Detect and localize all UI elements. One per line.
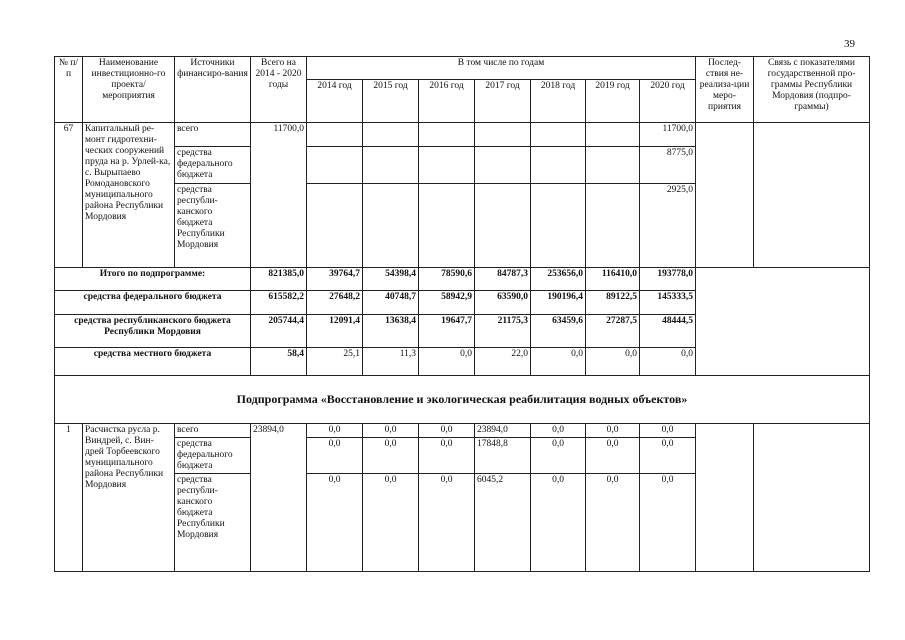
year-value: 0,0 (531, 424, 586, 438)
totals-blank (696, 268, 870, 291)
year-value (586, 123, 640, 147)
header-year: 2020 год (640, 80, 696, 123)
year-value: 6045,2 (475, 474, 531, 572)
year-value (363, 147, 419, 184)
year-value (307, 123, 363, 147)
year-value: 0,0 (640, 438, 696, 474)
source-label: средства федерального бюджета (175, 438, 251, 474)
totals-year: 116410,0 (586, 268, 640, 291)
totals-blank (696, 315, 870, 348)
year-value: 0,0 (586, 438, 640, 474)
total-value: 23894,0 (251, 424, 307, 572)
year-value (307, 147, 363, 184)
year-value: 0,0 (640, 474, 696, 572)
source-label: всего (175, 123, 251, 147)
year-value (419, 184, 475, 268)
year-value (475, 147, 531, 184)
totals-total: 58,4 (251, 348, 307, 376)
year-value: 0,0 (307, 438, 363, 474)
year-value (586, 147, 640, 184)
totals-year: 40748,7 (363, 291, 419, 315)
year-value: 0,0 (586, 424, 640, 438)
consequences-cell (696, 123, 754, 268)
header-total: Всего на 2014 - 2020 годы (251, 57, 307, 123)
year-value: 8775,0 (640, 147, 696, 184)
totals-year: 12091,4 (307, 315, 363, 348)
year-value: 0,0 (640, 424, 696, 438)
year-value: 0,0 (531, 474, 586, 572)
totals-label: средства республиканского бюджета Республики Мордовия (55, 315, 251, 348)
link-cell (754, 424, 870, 572)
year-value (419, 123, 475, 147)
totals-label: средства местного бюджета (55, 348, 251, 376)
total-value: 11700,0 (251, 123, 307, 268)
header-year: 2017 год (475, 80, 531, 123)
totals-year: 54398,4 (363, 268, 419, 291)
totals-label: Итого по подпрограмме: (55, 268, 251, 291)
header-year: 2014 год (307, 80, 363, 123)
totals-blank (696, 291, 870, 315)
totals-year: 13638,4 (363, 315, 419, 348)
header-link: Связь с показателями государственной про-граммы Республики Мордовия (подпро-граммы) (754, 57, 870, 123)
totals-year: 89122,5 (586, 291, 640, 315)
source-label: средства федерального бюджета (175, 147, 251, 184)
budget-table (54, 56, 870, 572)
header-consequences: Послед-ствия не-реализа-ции меро-приятия (696, 57, 754, 123)
year-value: 11700,0 (640, 123, 696, 147)
totals-total: 615582,2 (251, 291, 307, 315)
totals-year: 39764,7 (307, 268, 363, 291)
consequences-cell (696, 424, 754, 572)
source-label: средства республи-канского бюджета Республики Мордовия (175, 474, 251, 572)
year-value (419, 147, 475, 184)
year-value (475, 123, 531, 147)
header-name: Наименование инвестиционно-го проекта/ мероприятия (83, 57, 175, 123)
header-num: № п/п (55, 57, 83, 123)
year-value (363, 184, 419, 268)
year-value: 2925,0 (640, 184, 696, 268)
year-value: 17848,8 (475, 438, 531, 474)
year-value: 0,0 (307, 424, 363, 438)
year-value: 0,0 (419, 474, 475, 572)
project-name: Расчистка русла р. Виндрей, с. Вин-дрей Торбеевского муниципального района Республики Мордовия (83, 424, 175, 572)
totals-year: 58942,9 (419, 291, 475, 315)
year-value (586, 184, 640, 268)
year-value: 0,0 (586, 474, 640, 572)
source-label: средства республи-канского бюджета Республики Мордовия (175, 184, 251, 268)
page-number: 39 (844, 38, 855, 50)
year-value (363, 123, 419, 147)
totals-year: 193778,0 (640, 268, 696, 291)
totals-total: 821385,0 (251, 268, 307, 291)
totals-year: 0,0 (586, 348, 640, 376)
year-value: 0,0 (419, 424, 475, 438)
subprogram-title: Подпрограмма «Восстановление и экологическая реабилитация водных объектов» (55, 376, 870, 424)
totals-label: средства федерального бюджета (55, 291, 251, 315)
totals-year: 11,3 (363, 348, 419, 376)
totals-year: 0,0 (531, 348, 586, 376)
totals-year: 27287,5 (586, 315, 640, 348)
totals-year: 0,0 (419, 348, 475, 376)
year-value: 0,0 (307, 474, 363, 572)
project-number: 1 (55, 424, 83, 572)
year-value (475, 184, 531, 268)
header-year: 2015 год (363, 80, 419, 123)
year-value: 0,0 (531, 438, 586, 474)
totals-year: 22,0 (475, 348, 531, 376)
year-value: 23894,0 (475, 424, 531, 438)
header-by-years: В том числе по годам (307, 57, 696, 80)
totals-year: 145333,5 (640, 291, 696, 315)
year-value (531, 184, 586, 268)
totals-year: 63459,6 (531, 315, 586, 348)
header-year: 2018 год (531, 80, 586, 123)
header-sources: Источники финансиро-вания (175, 57, 251, 123)
totals-year: 27648,2 (307, 291, 363, 315)
year-value: 0,0 (363, 438, 419, 474)
totals-year: 21175,3 (475, 315, 531, 348)
year-value (531, 147, 586, 184)
project-number: 67 (55, 123, 83, 268)
totals-year: 0,0 (640, 348, 696, 376)
totals-year: 48444,5 (640, 315, 696, 348)
header-year: 2019 год (586, 80, 640, 123)
year-value: 0,0 (419, 438, 475, 474)
totals-year: 63590,0 (475, 291, 531, 315)
project-name: Капитальный ре-монт гидротехни-ческих сооружений пруда на р. Урлей-ка, с. Вырыпаево Ромодановского муниципального района Республики Мордовия (83, 123, 175, 268)
totals-total: 205744,4 (251, 315, 307, 348)
source-label: всего (175, 424, 251, 438)
totals-year: 190196,4 (531, 291, 586, 315)
year-value: 0,0 (363, 424, 419, 438)
totals-year: 19647,7 (419, 315, 475, 348)
year-value: 0,0 (363, 474, 419, 572)
totals-blank (696, 348, 870, 376)
totals-year: 25,1 (307, 348, 363, 376)
totals-year: 84787,3 (475, 268, 531, 291)
totals-year: 78590,6 (419, 268, 475, 291)
totals-year: 253656,0 (531, 268, 586, 291)
header-year: 2016 год (419, 80, 475, 123)
year-value (307, 184, 363, 268)
link-cell (754, 123, 870, 268)
year-value (531, 123, 586, 147)
